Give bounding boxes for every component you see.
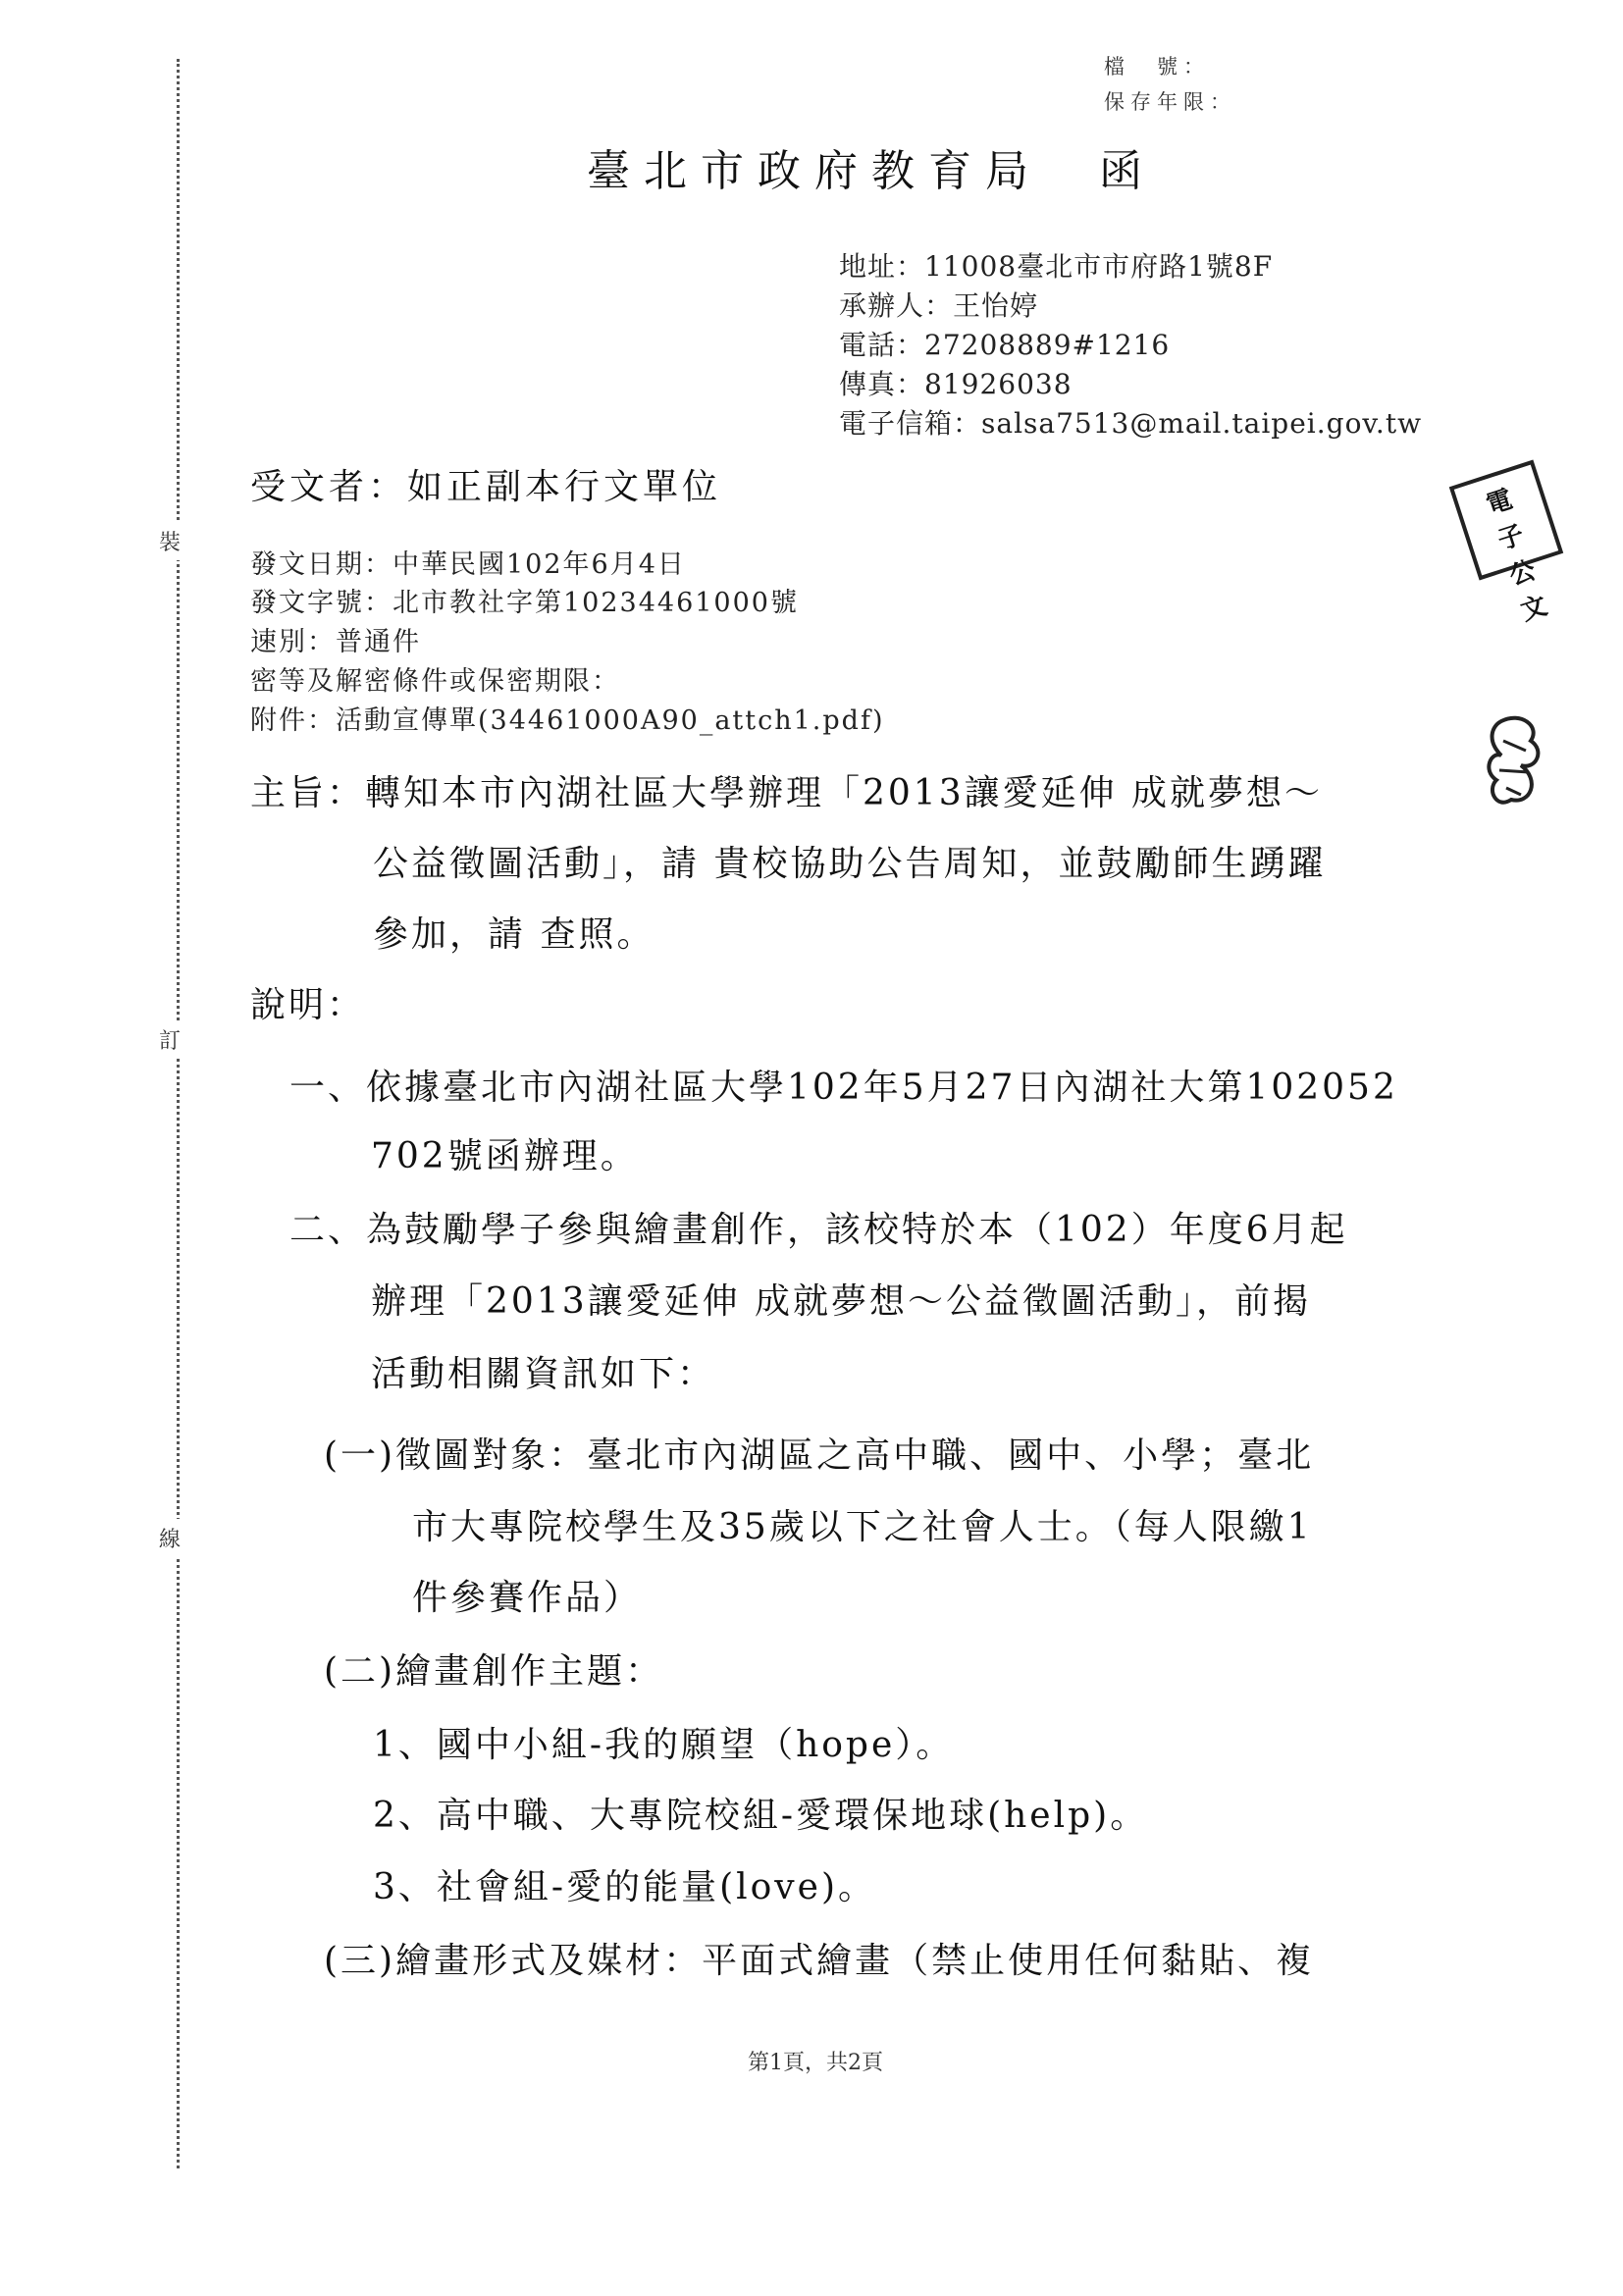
binding-mark-ding: 訂 (159, 1020, 181, 1059)
electronic-document-stamp (1449, 460, 1563, 627)
contact-fax: 傳真：81926038 (839, 368, 1073, 400)
recipient-line: 受文者：如正副本行文單位 (250, 467, 722, 507)
subject-line-3: 參加，請 查照。 (373, 914, 655, 955)
explanation-line: (一)徵圖對象：臺北市內湖區之高中職、國中、小學；臺北 (324, 1435, 1315, 1476)
explanation-line: 1、國中小組-我的願望（hope）。 (373, 1725, 955, 1765)
retention-period-label: 保存年限： (1104, 90, 1236, 114)
attachment: 附件：活動宣傳單(34461000A90_attch1.pdf) (250, 705, 885, 736)
explanation-line: 活動相關資訊如下： (371, 1354, 716, 1394)
contact-address: 地址：11008臺北市市府路1號8F (839, 250, 1274, 283)
document-title: 臺北市政府教育局 函 (587, 146, 1156, 196)
explanation-line: 辦理「2013讓愛延伸 成就夢想～公益徵圖活動」，前揭 (371, 1281, 1312, 1322)
contact-phone: 電話：27208889#1216 (839, 329, 1171, 361)
explanation-line: 702號函辦理。 (371, 1136, 639, 1176)
explanation-line: 2、高中職、大專院校組-愛環保地球(help)。 (373, 1796, 1149, 1836)
explanation-line: (二)繪畫創作主題： (324, 1651, 664, 1692)
binding-mark-xian: 線 (159, 1519, 181, 1557)
contact-email: 電子信箱：salsa7513@mail.taipei.gov.tw (839, 407, 1423, 440)
explanation-line: 二、為鼓勵學子參與繪畫創作，該校特於本（102）年度6月起 (289, 1210, 1348, 1250)
explanation-line: (三)繪畫形式及媒材：平面式繪畫（禁止使用任何黏貼、複 (324, 1941, 1315, 1981)
seal-mark-icon (1482, 711, 1550, 829)
contact-handler: 承辦人：王怡婷 (839, 289, 1039, 322)
binding-mark-zhuang: 裝 (159, 522, 181, 560)
subject-line-2: 公益徵圖活動」，請 貴校協助公告周知，並鼓勵師生踴躍 (373, 844, 1327, 884)
explanation-line: 件參賽作品） (412, 1578, 643, 1618)
document-number: 發文字號：北市教社字第10234461000號 (250, 588, 799, 618)
page-number: 第1頁，共2頁 (748, 2051, 883, 2075)
file-number-label: 檔 號： (1104, 55, 1210, 78)
explanation-line: 市大專院校學生及35歲以下之社會人士。（每人限繳1 (412, 1507, 1313, 1547)
issue-date: 發文日期：中華民國102年6月4日 (250, 549, 686, 580)
subject-line-1: 主旨：轉知本市內湖社區大學辦理「2013讓愛延伸 成就夢想～ (250, 773, 1324, 813)
secrecy-level: 密等及解密條件或保密期限： (250, 666, 620, 697)
explanation-heading: 說明： (250, 985, 366, 1025)
binding-margin-line (177, 59, 180, 2168)
delivery-speed: 速別：普通件 (250, 627, 421, 657)
stamp-text: 電子公文 (1483, 484, 1553, 627)
explanation-line: 一、依據臺北市內湖社區大學102年5月27日內湖社大第102052 (289, 1068, 1398, 1108)
explanation-line: 3、社會組-愛的能量(love)。 (373, 1867, 876, 1907)
